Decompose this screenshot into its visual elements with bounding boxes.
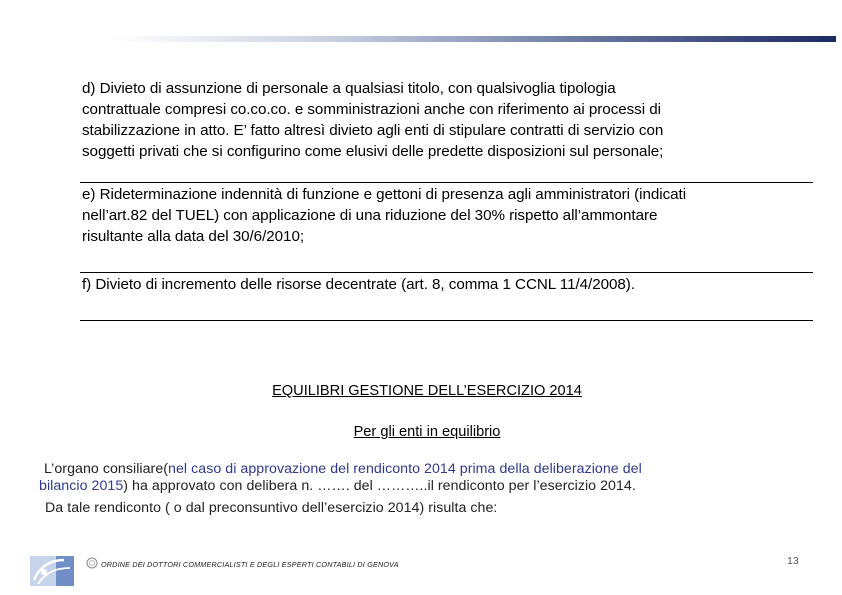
paragraph-f [82,274,808,295]
body-line-2 [39,477,636,495]
divider-line [80,320,813,321]
body-text: ) ha approvato con delibera n. ……. del ………..il rendiconto per l’esercizio 2014. [123,478,636,494]
paragraph-e [82,184,808,247]
paragraph-d-line: stabilizzazione in atto. E’ fatto altresì divieto agli enti di stipulare contratti di servizio con [82,122,664,139]
header-gradient-bar [110,36,836,42]
section-title: EQUILIBRI GESTIONE DELL’ESERCIZIO 2014 [272,383,582,399]
paragraph-e-line: nell’art.82 del TUEL) con applicazione di una riduzione del 30% rispetto all’ammontare [82,207,658,224]
paragraph-d-line: soggetti privati che si configurino come elusivi delle predette disposizioni sul personale; [82,143,664,160]
body-text-highlight: nel caso di approvazione del rendiconto 2014 prima della deliberazione del [168,461,642,477]
order-logo-icon [30,556,74,586]
body-line-3: Da tale rendiconto ( o dal preconsuntivo dell’esercizio 2014) risulta che: [45,500,498,516]
divider-line [80,272,813,273]
section-subtitle: Per gli enti in equilibrio [353,424,501,440]
page-number: 13 [787,555,799,567]
paragraph-e-line: e) Rideterminazione indennità di funzione e gettoni di presenza agli amministratori (indicati [82,186,687,203]
paragraph-d [82,78,808,162]
footer-organization: ORDINE DEI DOTTORI COMMERCIALISTI E DEGLI ESPERTI CONTABILI DI GENOVA [101,560,399,569]
seal-icon [86,557,98,569]
paragraph-e-line: risultante alla data del 30/6/2010; [82,228,305,245]
body-text-highlight: bilancio 2015 [39,478,124,494]
divider-line [80,182,813,183]
paragraph-d-line: contrattuale compresi co.co.co. e somministrazioni anche con riferimento ai processi di [82,101,661,118]
body-line-1 [44,460,642,478]
paragraph-f-line: f) Divieto di incremento delle risorse decentrate (art. 8, comma 1 CCNL 11/4/2008). [82,276,635,293]
body-text: L’organo consiliare( [44,461,169,477]
paragraph-d-line: d) Divieto di assunzione di personale a qualsiasi titolo, con qualsivoglia tipologia [82,80,616,97]
